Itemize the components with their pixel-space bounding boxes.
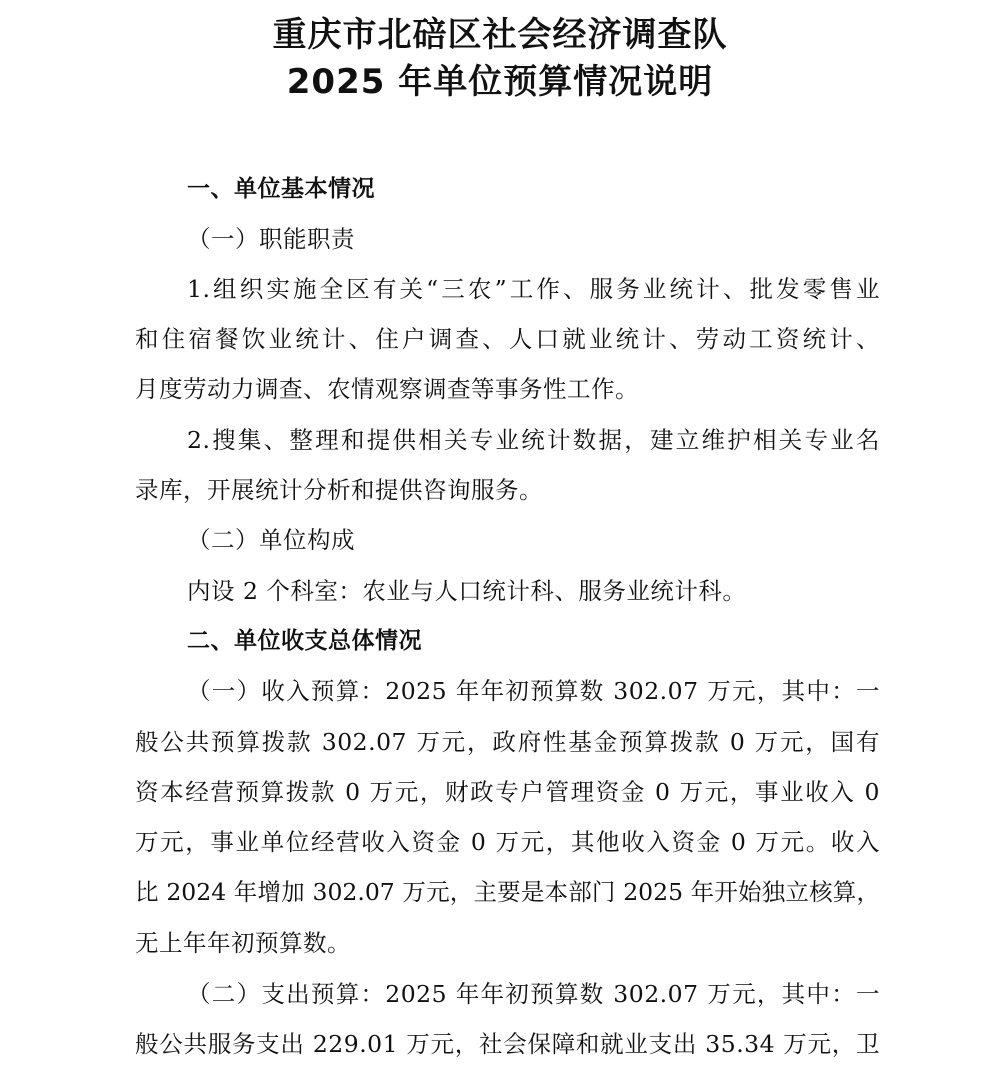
section-heading-1: 一、单位基本情况	[187, 176, 375, 202]
document-title-line-1: 重庆市北碚区社会经济调查队	[272, 15, 728, 55]
paragraph-2-line-2: 录库，开展统计分析和提供咨询服务。	[135, 476, 543, 504]
paragraph-4-line-6: 无上年年初预算数。	[135, 929, 351, 957]
paragraph-2-line-1: 2.搜集、整理和提供相关专业统计数据，建立维护相关专业名	[187, 426, 880, 454]
paragraph-1-line-1: 1.组织实施全区有关“三农”工作、服务业统计、批发零售业	[187, 275, 880, 303]
paragraph-5-line-1: （二）支出预算：2025 年年初预算数 302.07 万元，其中：一	[187, 980, 880, 1008]
subsection-heading-composition: （二）单位构成	[187, 526, 355, 554]
document-title-line-2: 2025 年单位预算情况说明	[286, 62, 714, 102]
paragraph-4-line-2: 般公共预算拨款 302.07 万元，政府性基金预算拨款 0 万元，国有	[135, 728, 880, 756]
subsection-heading-duties: （一）职能职责	[187, 225, 355, 253]
paragraph-4-line-4: 万元，事业单位经营收入资金 0 万元，其他收入资金 0 万元。收入	[135, 828, 880, 856]
paragraph-4-line-3: 资本经营预算拨款 0 万元，财政专户管理资金 0 万元，事业收入 0	[135, 778, 880, 806]
paragraph-5-line-2: 般公共服务支出 229.01 万元，社会保障和就业支出 35.34 万元，卫	[135, 1030, 880, 1058]
paragraph-4-line-1: （一）收入预算：2025 年年初预算数 302.07 万元，其中：一	[187, 677, 880, 705]
paragraph-3: 内设 2 个科室：农业与人口统计科、服务业统计科。	[187, 577, 747, 605]
paragraph-4-line-5: 比 2024 年增加 302.07 万元，主要是本部门 2025 年开始独立核算，	[135, 878, 880, 906]
paragraph-1-line-3: 月度劳动力调查、农情观察调查等事务性工作。	[135, 375, 639, 403]
section-heading-2: 二、单位收支总体情况	[187, 628, 422, 654]
paragraph-1-line-2: 和住宿餐饮业统计、住户调查、人口就业统计、劳动工资统计、	[135, 325, 880, 353]
